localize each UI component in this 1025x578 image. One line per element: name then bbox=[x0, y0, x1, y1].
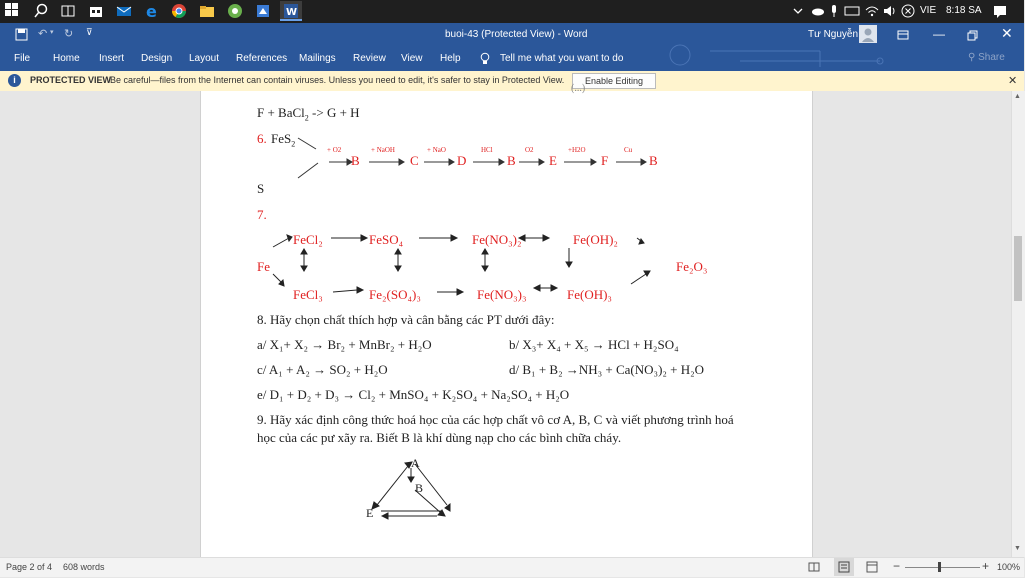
scroll-down-icon[interactable]: ▼ bbox=[1014, 545, 1021, 552]
restore-button[interactable] bbox=[967, 28, 978, 46]
q7-fecl3: FeCl₃ bbox=[293, 287, 323, 302]
close-circle-icon[interactable] bbox=[900, 3, 917, 20]
info-icon: i bbox=[8, 74, 21, 87]
enable-editing-button[interactable]: Enable Editing bbox=[572, 73, 656, 89]
scroll-thumb[interactable] bbox=[1014, 236, 1022, 301]
edge-browser-icon[interactable] bbox=[144, 3, 161, 20]
web-layout-icon[interactable] bbox=[866, 561, 878, 575]
word-taskbar-icon[interactable] bbox=[280, 1, 302, 21]
ribbon-tabs bbox=[0, 47, 1024, 71]
question-9-line-2: học của các pư xãy ra. Biết B là khí dùng nạp cho các bình chữa cháy. bbox=[257, 430, 622, 445]
tab-file[interactable]: File bbox=[14, 53, 31, 64]
document-title: buoi-43 (Protected View) - Word bbox=[445, 29, 588, 40]
tell-me-search[interactable]: Tell me what you want to do bbox=[500, 53, 624, 64]
q7-fecl2: FeCl₂ bbox=[293, 232, 323, 247]
svg-text:e: e bbox=[146, 2, 157, 21]
q6-node-7: B bbox=[649, 153, 658, 168]
share-label: Share bbox=[978, 52, 1005, 63]
notification-icon[interactable] bbox=[992, 3, 1009, 20]
q6-s: S bbox=[257, 181, 265, 196]
undo-dropdown-icon[interactable]: ▾ bbox=[50, 29, 54, 36]
status-bar bbox=[0, 557, 1024, 577]
app-green-icon[interactable] bbox=[227, 3, 244, 20]
tab-insert[interactable]: Insert bbox=[99, 53, 125, 64]
q6-fes2: FeS$_2$ bbox=[271, 131, 296, 149]
svg-text:W: W bbox=[286, 7, 298, 18]
file-explorer-icon[interactable] bbox=[199, 3, 216, 20]
q8-b: b/ X₃+ X₄ + X₅ → HCl + H₂SO₄ bbox=[509, 337, 679, 352]
lightbulb-icon bbox=[480, 52, 490, 70]
q6-node-3: D bbox=[457, 153, 467, 168]
zoom-slider[interactable] bbox=[905, 567, 980, 568]
title-bar bbox=[0, 23, 1024, 47]
wifi-icon[interactable] bbox=[864, 3, 881, 20]
q6-node-1: B bbox=[351, 153, 360, 168]
q7-fe2so43: Fe₂(SO₄)₃ bbox=[369, 287, 421, 302]
taskbar bbox=[0, 0, 1024, 23]
zoom-slider-thumb[interactable] bbox=[938, 562, 941, 572]
protected-view-bar bbox=[0, 71, 1024, 92]
q6-label-7: Cu bbox=[624, 146, 633, 154]
ribbon-display-options-icon[interactable] bbox=[897, 28, 909, 46]
store-icon[interactable] bbox=[88, 3, 105, 20]
cloud-icon[interactable] bbox=[810, 3, 827, 20]
q6-label-6: +H2O bbox=[568, 146, 586, 154]
tab-help[interactable]: Help bbox=[440, 53, 461, 64]
read-mode-icon[interactable] bbox=[808, 561, 820, 575]
tab-references[interactable]: References bbox=[236, 53, 288, 64]
windows-start-icon[interactable] bbox=[5, 3, 22, 20]
keyboard-icon[interactable] bbox=[844, 3, 861, 20]
q6-label-1: + O2 bbox=[327, 146, 342, 154]
tab-design[interactable]: Design bbox=[141, 53, 173, 64]
zoom-level[interactable]: 100% bbox=[997, 562, 1021, 572]
q8-d: d/ B₁ + B₂ →NH₃ + Ca(NO₃)₂ + H₂O bbox=[509, 362, 705, 377]
q9-node-e: E bbox=[366, 506, 374, 520]
q7-feoh2: Fe(OH)₂ bbox=[573, 232, 618, 247]
language-indicator[interactable]: VIE bbox=[920, 5, 937, 16]
q8-e: e/ D₁ + D₂ + D₃ → Cl₂ + MnSO₄ + K₂SO₄ + Na₂SO₄ + H₂O bbox=[257, 387, 570, 402]
page-count[interactable]: Page 2 of 4 bbox=[6, 562, 53, 572]
document-page[interactable] bbox=[200, 83, 813, 561]
q9-node-b: B bbox=[415, 481, 424, 495]
protected-view-label: PROTECTED VIEW bbox=[30, 75, 112, 85]
question-9-line-1: 9. Hãy xác định công thức hoá học của các hợp chất vô cơ A, B, C và viết phương trình hoá bbox=[257, 412, 734, 427]
minimize-button[interactable]: — bbox=[933, 27, 945, 41]
chevron-up-icon[interactable] bbox=[792, 3, 809, 20]
q6-label-4: HCl bbox=[481, 146, 493, 154]
q6-label-5: O2 bbox=[525, 146, 534, 154]
q9-node-a: A bbox=[411, 456, 420, 470]
cutoff-text: (...) bbox=[571, 83, 586, 94]
task-view-icon[interactable] bbox=[60, 3, 77, 20]
tab-layout[interactable]: Layout bbox=[189, 53, 220, 64]
clock[interactable]: 8:18 SA bbox=[946, 5, 982, 16]
q6-node-5: E bbox=[549, 153, 557, 168]
close-message-button[interactable]: ✕ bbox=[1008, 75, 1018, 87]
tab-mailings[interactable]: Mailings bbox=[299, 53, 336, 64]
zoom-out-button[interactable]: − bbox=[893, 559, 901, 573]
equation-f: F + BaCl$_2$ -> G + H bbox=[257, 105, 360, 123]
q7-feoh3: Fe(OH)₃ bbox=[567, 287, 612, 302]
q7-feno3-3: Fe(NO₃)₃ bbox=[477, 287, 527, 302]
q6-node-4: B bbox=[507, 153, 516, 168]
document-area bbox=[0, 83, 1011, 557]
question-6-number: 6. bbox=[257, 131, 267, 146]
customize-toolbar-icon[interactable]: ⊽ bbox=[86, 27, 93, 37]
print-layout-icon[interactable] bbox=[834, 558, 854, 576]
ribbon-decoration bbox=[620, 47, 980, 71]
save-icon[interactable] bbox=[15, 28, 28, 46]
close-button[interactable]: ✕ bbox=[1001, 25, 1013, 41]
chrome-icon[interactable] bbox=[171, 3, 188, 20]
share-button[interactable] bbox=[968, 52, 1005, 63]
question-8: 8. Hãy chọn chất thích hợp và cân bằng các PT dưới đây: bbox=[257, 312, 555, 327]
microphone-icon[interactable] bbox=[828, 3, 845, 20]
q6-chain-arrows bbox=[321, 151, 671, 171]
word-count[interactable]: 608 words bbox=[63, 562, 105, 572]
user-name[interactable]: Tư Nguyễn bbox=[808, 29, 859, 40]
question-7-number: 7. bbox=[257, 207, 267, 222]
redo-icon[interactable]: ↻ bbox=[64, 28, 74, 40]
q7-feso4: FeSO₄ bbox=[369, 232, 404, 247]
vertical-scrollbar[interactable] bbox=[1011, 91, 1025, 557]
mail-icon[interactable] bbox=[116, 3, 133, 20]
q8-a: a/ X₁+ X₂ → Br₂ + MnBr₂ + H₂O bbox=[257, 337, 432, 352]
app-blue-icon[interactable] bbox=[255, 3, 272, 20]
q6-node-6: F bbox=[601, 153, 609, 168]
q6-label-2: + NaOH bbox=[371, 146, 395, 154]
person-icon: ⚲ bbox=[968, 52, 976, 63]
undo-icon[interactable]: ↶ bbox=[38, 28, 48, 40]
q6-label-3: + NaO bbox=[427, 146, 446, 154]
protected-view-message: Be careful—files from the Internet can contain viruses. Unless you need to edit, it's safer to stay in Protected View. bbox=[110, 75, 565, 85]
q7-fe2o3: Fe₂O₃ bbox=[676, 259, 708, 274]
scroll-up-icon[interactable]: ▲ bbox=[1014, 93, 1021, 100]
tab-home[interactable]: Home bbox=[53, 53, 80, 64]
q6-node-2: C bbox=[410, 153, 419, 168]
zoom-in-button[interactable]: + bbox=[982, 559, 990, 573]
avatar[interactable] bbox=[859, 25, 877, 43]
tab-review[interactable]: Review bbox=[353, 53, 386, 64]
q8-c: c/ A₁ + A₂ → SO₂ + H₂O bbox=[257, 362, 388, 377]
tab-view[interactable]: View bbox=[401, 53, 423, 64]
q7-feno3-2: Fe(NO₃)₂ bbox=[472, 232, 522, 247]
volume-icon[interactable] bbox=[882, 3, 899, 20]
search-icon[interactable] bbox=[33, 3, 50, 20]
q7-fe: Fe bbox=[257, 259, 270, 274]
q6-chain bbox=[321, 146, 671, 171]
